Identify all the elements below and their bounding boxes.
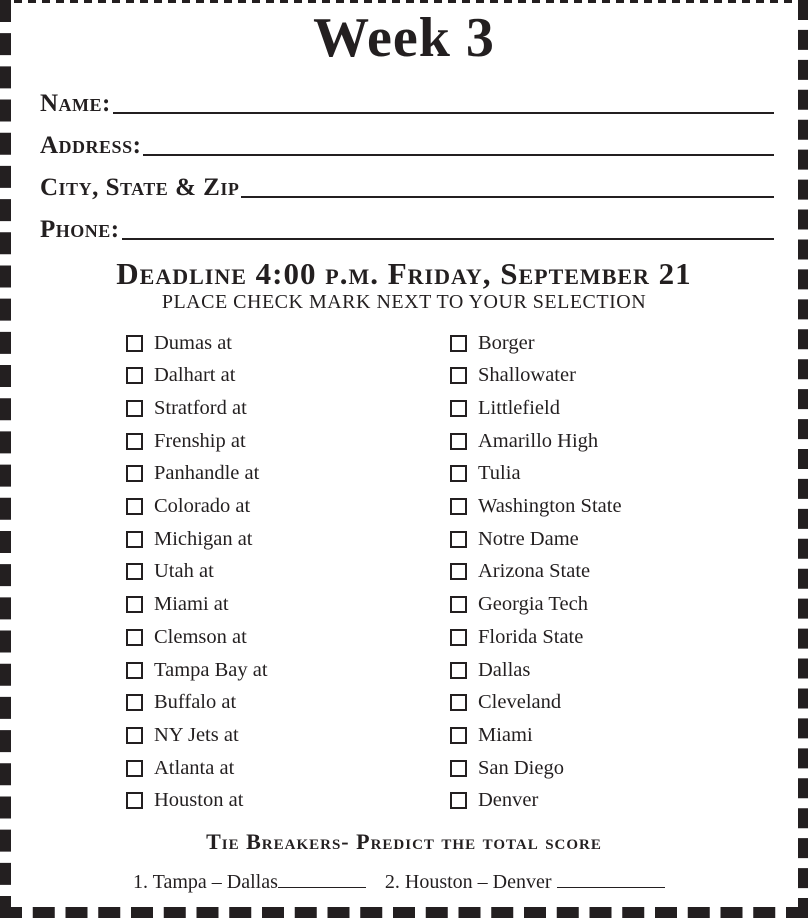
game-row xyxy=(0,425,808,457)
game-row xyxy=(0,360,808,392)
away-checkbox[interactable] xyxy=(450,465,467,482)
name-field[interactable] xyxy=(40,76,774,116)
away-pick[interactable] xyxy=(450,654,530,686)
home-pick[interactable] xyxy=(126,621,247,653)
away-team-label: Denver xyxy=(478,789,539,812)
away-team-label: Georgia Tech xyxy=(478,593,588,616)
away-checkbox[interactable] xyxy=(450,596,467,613)
away-pick[interactable] xyxy=(450,687,561,719)
home-team-label: Buffalo at xyxy=(154,691,237,714)
away-pick[interactable] xyxy=(450,523,579,555)
home-pick[interactable] xyxy=(126,327,232,359)
home-checkbox[interactable] xyxy=(126,792,143,809)
away-pick[interactable] xyxy=(450,589,588,621)
game-row xyxy=(0,621,808,653)
away-pick[interactable] xyxy=(450,752,564,784)
home-checkbox[interactable] xyxy=(126,563,143,580)
page-title: Week 3 xyxy=(313,7,495,69)
home-team-label: Houston at xyxy=(154,789,244,812)
home-checkbox[interactable] xyxy=(126,760,143,777)
tiebreaker-1-label: 1. Tampa – Dallas xyxy=(133,871,278,893)
away-team-label: Tulia xyxy=(478,462,521,485)
away-team-label: Miami xyxy=(478,723,533,746)
home-checkbox[interactable] xyxy=(126,694,143,711)
tiebreaker-heading: Tie Breakers- Predict the total score xyxy=(206,829,602,854)
away-pick[interactable] xyxy=(450,458,521,490)
home-checkbox[interactable] xyxy=(126,662,143,679)
game-row xyxy=(0,687,808,719)
city-state-zip-field[interactable] xyxy=(40,160,774,200)
tiebreaker-1-blank[interactable] xyxy=(278,886,366,888)
home-checkbox[interactable] xyxy=(126,465,143,482)
away-team-label: Cleveland xyxy=(478,691,562,714)
away-pick[interactable] xyxy=(450,719,533,751)
away-pick[interactable] xyxy=(450,785,538,817)
home-team-label: Atlanta at xyxy=(154,756,235,779)
home-team-label: NY Jets at xyxy=(154,723,239,746)
city-state-zip-label: City, State & Zip xyxy=(40,174,240,201)
away-pick[interactable] xyxy=(450,425,598,457)
tiebreakers-row xyxy=(133,871,665,894)
address-field[interactable] xyxy=(40,118,774,158)
away-team-label: Arizona State xyxy=(478,560,591,583)
phone-label: Phone: xyxy=(40,216,120,243)
home-pick[interactable] xyxy=(126,752,234,784)
home-pick[interactable] xyxy=(126,556,214,588)
game-row xyxy=(0,491,808,523)
game-row xyxy=(0,589,808,621)
game-row xyxy=(0,556,808,588)
tiebreaker-2[interactable] xyxy=(385,871,665,894)
game-row xyxy=(0,785,808,817)
away-checkbox[interactable] xyxy=(450,498,467,515)
name-label: Name: xyxy=(40,90,111,117)
away-checkbox[interactable] xyxy=(450,629,467,646)
name-input-line[interactable] xyxy=(113,112,774,114)
away-pick[interactable] xyxy=(450,327,535,359)
home-checkbox[interactable] xyxy=(126,335,143,352)
game-row xyxy=(0,654,808,686)
away-pick[interactable] xyxy=(450,556,590,588)
away-checkbox[interactable] xyxy=(450,760,467,777)
home-checkbox[interactable] xyxy=(126,531,143,548)
home-pick[interactable] xyxy=(126,523,253,555)
away-checkbox[interactable] xyxy=(450,367,467,384)
home-checkbox[interactable] xyxy=(126,433,143,450)
home-pick[interactable] xyxy=(126,360,235,392)
instructions-text: PLACE CHECK MARK NEXT TO YOUR SELECTION xyxy=(161,291,647,313)
city-state-zip-input-line[interactable] xyxy=(241,196,774,198)
home-team-label: Panhandle at xyxy=(154,462,260,485)
home-team-label: Dumas at xyxy=(154,331,232,354)
phone-input-line[interactable] xyxy=(122,238,774,240)
away-checkbox[interactable] xyxy=(450,662,467,679)
away-pick[interactable] xyxy=(450,491,622,523)
home-checkbox[interactable] xyxy=(126,400,143,417)
away-checkbox[interactable] xyxy=(450,531,467,548)
deadline-heading: Deadline 4:00 p.m. Friday, September 21 xyxy=(116,256,692,291)
tiebreaker-2-label: 2. Houston – Denver xyxy=(384,871,557,893)
home-team-label: Frenship at xyxy=(154,429,246,452)
away-checkbox[interactable] xyxy=(450,335,467,352)
tiebreaker-1[interactable] xyxy=(133,871,366,894)
away-checkbox[interactable] xyxy=(450,727,467,744)
away-pick[interactable] xyxy=(450,392,560,424)
home-pick[interactable] xyxy=(126,491,250,523)
away-team-label: Notre Dame xyxy=(478,527,579,550)
away-team-label: Dallas xyxy=(478,658,531,681)
home-pick[interactable] xyxy=(126,687,236,719)
home-pick[interactable] xyxy=(126,458,259,490)
away-checkbox[interactable] xyxy=(450,433,467,450)
away-team-label: Florida State xyxy=(478,625,584,648)
home-team-label: Tampa Bay at xyxy=(154,658,268,681)
game-row xyxy=(0,752,808,784)
away-team-label: San Diego xyxy=(478,756,564,779)
away-team-label: Shallowater xyxy=(478,364,576,387)
away-checkbox[interactable] xyxy=(450,400,467,417)
game-row xyxy=(0,719,808,751)
game-row xyxy=(0,392,808,424)
home-checkbox[interactable] xyxy=(126,367,143,384)
home-checkbox[interactable] xyxy=(126,629,143,646)
address-label: Address: xyxy=(40,132,142,159)
home-pick[interactable] xyxy=(126,719,239,751)
home-pick[interactable] xyxy=(126,392,247,424)
away-checkbox[interactable] xyxy=(450,694,467,711)
home-checkbox[interactable] xyxy=(126,498,143,515)
home-pick[interactable] xyxy=(126,654,268,686)
game-row xyxy=(0,458,808,490)
home-team-label: Stratford at xyxy=(154,396,247,419)
home-pick[interactable] xyxy=(126,425,246,457)
home-pick[interactable] xyxy=(126,785,243,817)
tiebreaker-2-blank[interactable] xyxy=(557,886,665,888)
game-row xyxy=(0,327,808,359)
home-team-label: Miami at xyxy=(154,593,229,616)
home-checkbox[interactable] xyxy=(126,727,143,744)
away-pick[interactable] xyxy=(450,621,583,653)
home-team-label: Clemson at xyxy=(154,625,247,648)
home-team-label: Utah at xyxy=(154,560,214,583)
home-team-label: Colorado at xyxy=(154,495,251,517)
home-team-label: Dalhart at xyxy=(154,364,236,387)
away-team-label: Washington State xyxy=(478,495,622,517)
away-checkbox[interactable] xyxy=(450,792,467,809)
away-team-label: Amarillo High xyxy=(478,429,599,452)
phone-field[interactable] xyxy=(40,202,774,242)
address-input-line[interactable] xyxy=(143,154,774,156)
away-team-label: Borger xyxy=(478,331,535,354)
away-team-label: Littlefield xyxy=(478,396,560,419)
away-checkbox[interactable] xyxy=(450,563,467,580)
away-pick[interactable] xyxy=(450,360,576,392)
home-team-label: Michigan at xyxy=(154,527,253,550)
game-row xyxy=(0,523,808,555)
dashed-border-top xyxy=(0,0,808,3)
home-pick[interactable] xyxy=(126,589,229,621)
home-checkbox[interactable] xyxy=(126,596,143,613)
